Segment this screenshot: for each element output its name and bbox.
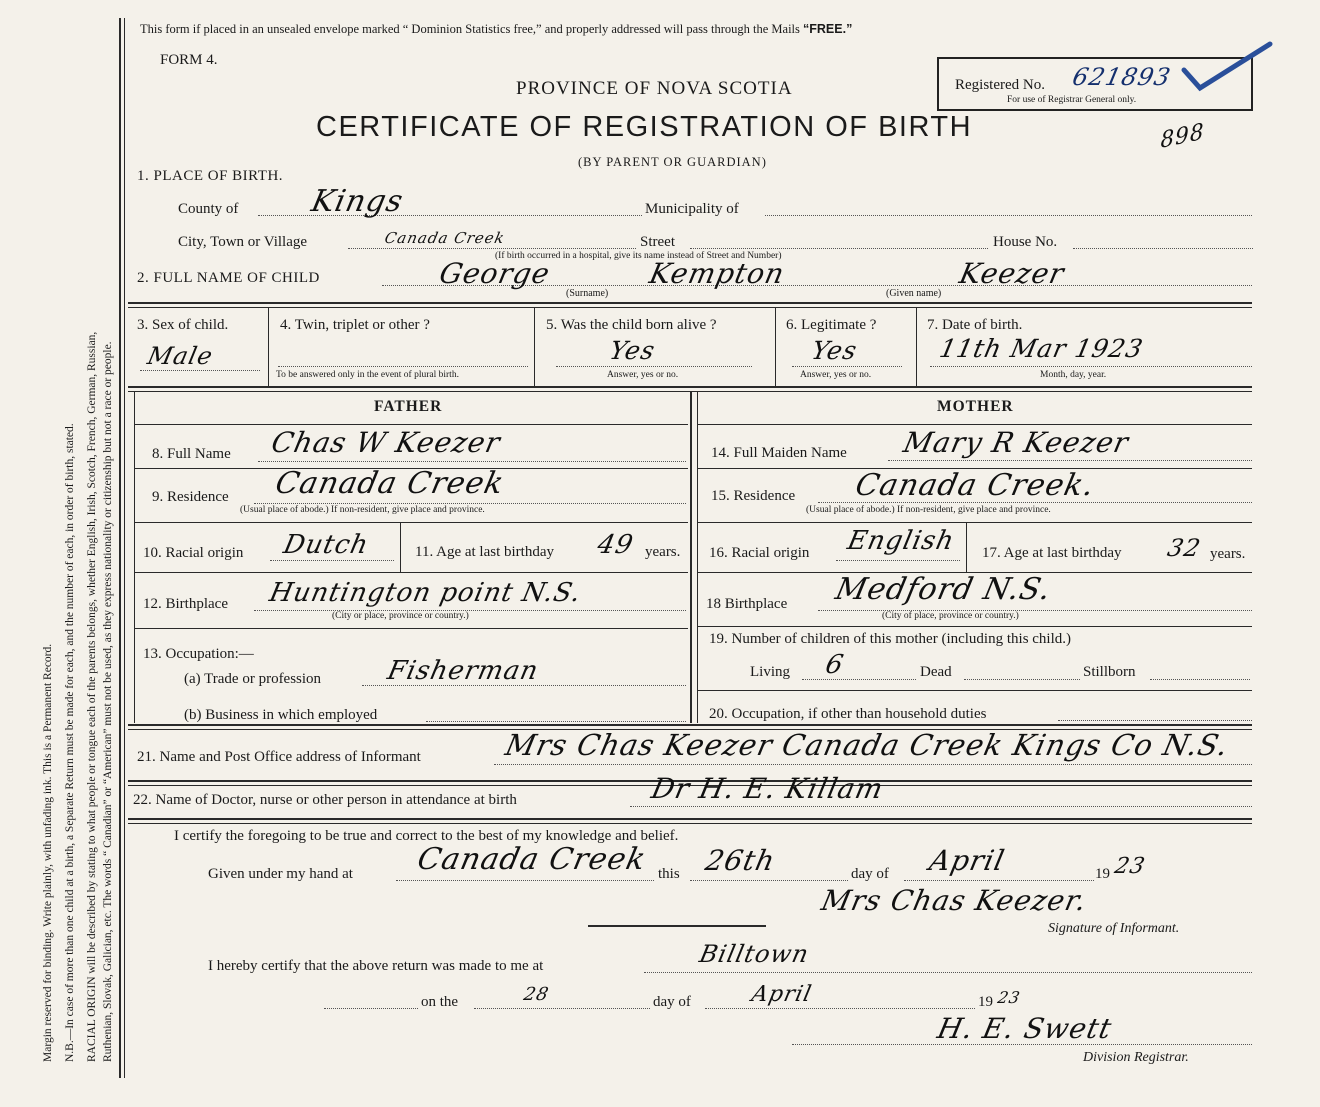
registered-number: 621893: [1070, 63, 1174, 91]
on-the-label: on the: [421, 994, 459, 1010]
mail-notice: This form if placed in an unsealed envelope marked “ Dominion Statistics free,” and properly addressed will pass through the Mails “FREE.”: [140, 22, 853, 36]
mother-children-label: 19. Number of children of this mother (including this child.): [709, 631, 1072, 647]
twin-note: To be answered only in the event of plural birth.: [276, 370, 459, 380]
county-label: County of: [178, 201, 239, 217]
father-birthplace-value: Huntington point N.S.: [266, 578, 585, 608]
mother-heading: MOTHER: [937, 398, 1014, 415]
given-under-label: Given under my hand at: [208, 866, 353, 882]
sex-value: Male: [145, 342, 216, 370]
surname-caption: (Surname): [566, 288, 609, 299]
mother-residence-note: (Usual place of abode.) If non-resident, give place and province.: [806, 505, 1051, 515]
father-residence-value: Canada Creek: [272, 466, 508, 501]
registrar-signature: H. E. Swett: [934, 1012, 1116, 1045]
dead-label: Dead: [920, 664, 952, 680]
informant-signature: Mrs Chas Keezer.: [818, 884, 1091, 917]
margin-note-multiple-births: N.B.—In case of more than one child at a birth, a Separate Return must be made for each, and the number of each, in order of birth, stated.: [64, 423, 76, 1062]
informant-value: Mrs Chas Keezer Canada Creek Kings Co N.S.: [502, 728, 1232, 762]
born-alive-value: Yes: [606, 336, 659, 365]
street-label: Street: [640, 234, 675, 250]
certification-year-value: 23: [1112, 854, 1148, 879]
margin-note-binding: Margin reserved for binding. Write plainly, with unfading ink. This is a Permanent Record.: [42, 643, 54, 1062]
margin-note-racial-origin: RACIAL ORIGIN will be described by stating to what people or tongue each of the parents belongs, whether English, Irish, Scotch, French, German, Russian,: [86, 331, 98, 1062]
father-birthplace-label: 12. Birthplace: [143, 596, 228, 612]
born-alive-label: 5. Was the child born alive ?: [546, 317, 717, 333]
mother-racial-value: English: [844, 526, 958, 556]
margin-rule-inner: [124, 18, 125, 1078]
given-name-caption: (Given name): [886, 288, 942, 299]
margin-note-racial-origin-cont: Ruthenian, Slovak, Galician, etc. The words “ Canadian” or “American” must not be used, as they express nationality or citizenship but not a race or people.: [102, 341, 114, 1062]
father-trade-label: (a) Trade or profession: [184, 671, 322, 687]
certification-day-value: 26th: [702, 844, 779, 877]
province-heading: PROVINCE OF NOVA SCOTIA: [516, 78, 793, 99]
registered-label: Registered No.: [955, 77, 1045, 93]
house-number-label: House No.: [993, 234, 1058, 250]
child-middle-name: Kempton: [646, 257, 788, 290]
date-of-birth-note: Month, day, year.: [1040, 370, 1107, 380]
checkmark-icon: [1180, 40, 1275, 95]
city-value: Canada Creek: [383, 229, 507, 247]
father-residence-note: (Usual place of abode.) If non-resident, give place and province.: [240, 505, 485, 515]
page-subtitle: (BY PARENT OR GUARDIAN): [578, 155, 767, 169]
legitimate-note: Answer, yes or no.: [800, 370, 872, 380]
registrar-month-value: April: [749, 982, 815, 1007]
date-of-birth-value: 11th Mar 1923: [936, 334, 1147, 363]
mother-age-value: 32: [1165, 534, 1204, 562]
this-label: this: [658, 866, 680, 882]
father-age-unit: years.: [645, 544, 681, 560]
registrar-day-of-label: day of: [653, 994, 691, 1010]
certification-year-prefix: 19: [1095, 866, 1110, 882]
mother-birthplace-label: 18 Birthplace: [706, 596, 788, 612]
date-of-birth-label: 7. Date of birth.: [927, 317, 1023, 333]
child-last-name: Keezer: [956, 257, 1068, 290]
corner-note: 898: [1160, 119, 1205, 154]
stillborn-label: Stillborn: [1083, 664, 1136, 680]
municipality-label: Municipality of: [645, 201, 739, 217]
father-heading: FATHER: [374, 398, 443, 415]
mother-birthplace-note: (City of place, province or country.): [882, 611, 1019, 621]
place-of-birth-heading: 1. PLACE OF BIRTH.: [137, 168, 284, 184]
father-trade-value: Fisherman: [384, 656, 542, 686]
living-label: Living: [750, 664, 790, 680]
father-occupation-label: 13. Occupation:—: [143, 646, 254, 662]
certification-statement: I certify the foregoing to be true and correct to the best of my knowledge and belief.: [174, 828, 679, 844]
informant-signature-caption: Signature of Informant.: [1048, 921, 1180, 936]
hospital-note: (If birth occurred in a hospital, give its name instead of Street and Number): [495, 251, 782, 261]
informant-label: 21. Name and Post Office address of Informant: [137, 749, 421, 765]
living-value: 6: [822, 650, 847, 680]
father-residence-label: 9. Residence: [152, 489, 229, 505]
page-title: CERTIFICATE OF REGISTRATION OF BIRTH: [316, 111, 973, 143]
mother-age-label: 17. Age at last birthday: [982, 545, 1122, 561]
doctor-value: Dr H. E. Killam: [648, 772, 887, 805]
doctor-label: 22. Name of Doctor, nurse or other person in attendance at birth: [133, 792, 517, 808]
father-age-label: 11. Age at last birthday: [415, 544, 554, 560]
form-number: FORM 4.: [160, 52, 218, 68]
registrar-day-value: 28: [521, 984, 552, 1005]
county-value: Kings: [308, 184, 407, 219]
child-first-name: George: [436, 257, 554, 290]
father-business-label: (b) Business in which employed: [184, 707, 378, 723]
mother-occupation-label: 20. Occupation, if other than household duties: [709, 706, 987, 722]
given-place-value: Canada Creek: [414, 842, 650, 877]
registrar-signature-caption: Division Registrar.: [1083, 1050, 1189, 1065]
mother-residence-label: 15. Residence: [711, 488, 796, 504]
mother-residence-value: Canada Creek.: [852, 468, 1098, 503]
father-name-value: Chas W Keezer: [268, 426, 504, 459]
child-name-label: 2. FULL NAME OF CHILD: [137, 270, 320, 286]
registrar-statement: I hereby certify that the above return was made to me at: [208, 958, 544, 974]
sex-label: 3. Sex of child.: [137, 317, 229, 333]
certification-month-value: April: [926, 844, 1008, 877]
mother-racial-label: 16. Racial origin: [709, 545, 810, 561]
father-age-value: 49: [594, 530, 637, 560]
registrar-place-value: Billtown: [697, 940, 812, 968]
mother-birthplace-value: Medford N.S.: [832, 572, 1055, 607]
legitimate-label: 6. Legitimate ?: [786, 317, 877, 333]
city-label: City, Town or Village: [178, 234, 308, 250]
mother-age-unit: years.: [1210, 546, 1246, 562]
father-racial-label: 10. Racial origin: [143, 545, 244, 561]
margin-rule: [119, 18, 121, 1078]
father-birthplace-note: (City or place, province or country.): [332, 611, 469, 621]
father-name-label: 8. Full Name: [152, 446, 231, 462]
father-racial-value: Dutch: [280, 530, 372, 560]
registrar-year-value: 23: [995, 988, 1023, 1007]
certification-day-of-label: day of: [851, 866, 889, 882]
registrar-general-note: For use of Registrar General only.: [1007, 95, 1137, 105]
legitimate-value: Yes: [808, 336, 861, 365]
mother-name-label: 14. Full Maiden Name: [711, 445, 847, 461]
born-alive-note: Answer, yes or no.: [607, 370, 679, 380]
twin-label: 4. Twin, triplet or other ?: [280, 317, 430, 333]
mother-name-value: Mary R Keezer: [900, 426, 1132, 459]
registrar-year-prefix: 19: [978, 994, 993, 1010]
